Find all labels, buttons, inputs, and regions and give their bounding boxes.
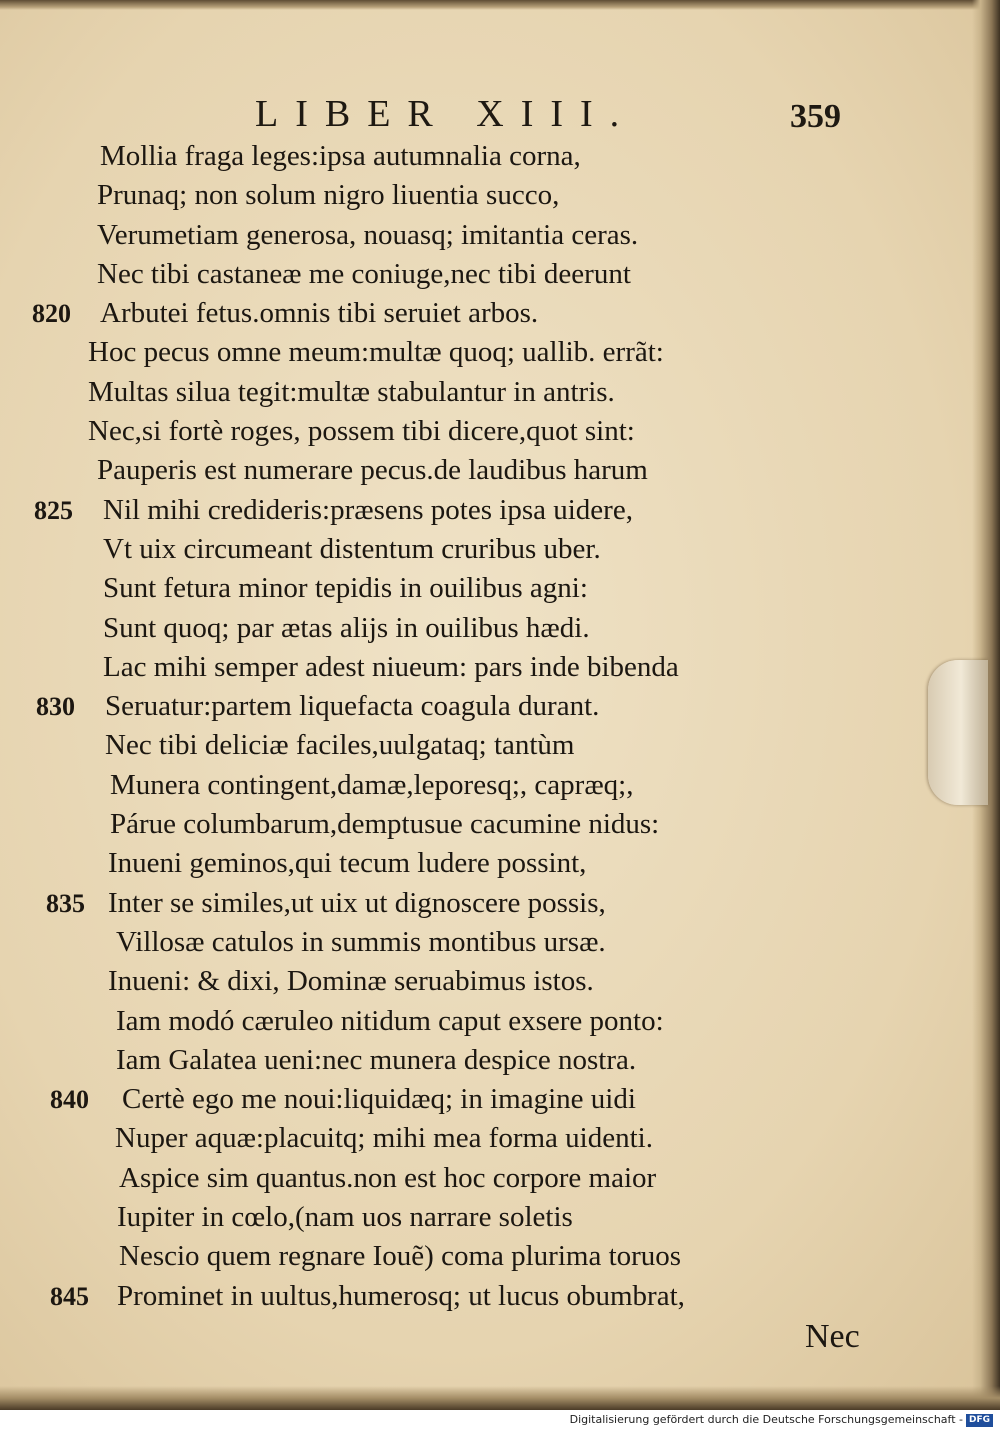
verse-text: Aspice sim quantus.non est hoc corpore maior [119, 1161, 657, 1194]
verse-text: Mollia fraga leges:ipsa autumnalia corna, [100, 140, 581, 172]
verse-text: Villosæ catulos in summis montibus ursæ. [116, 925, 606, 958]
verse-line [0, 687, 1000, 726]
credit-text: Digitalisierung gefördert durch die Deutsche Forschungsgemeinschaft - [569, 1413, 963, 1426]
verse-line [0, 923, 1000, 962]
verse-block [0, 137, 1000, 1316]
verse-line [0, 1119, 1000, 1158]
verse-text: Iam Galatea ueni:nec munera despice nostra. [116, 1043, 637, 1076]
line-number: 825 [34, 495, 73, 525]
verse-text: Vt uix circumeant distentum cruribus uber. [103, 532, 601, 565]
verse-text: Párue columbarum,demptusue cacumine nidus: [110, 808, 660, 841]
line-number: 840 [50, 1085, 89, 1115]
dfg-logo: DFG [966, 1414, 993, 1427]
verse-text: Inueni: & dixi, Dominæ seruabimus istos. [108, 965, 594, 998]
verse-text: Nec,si fortè roges, possem tibi dicere,quot sint: [88, 415, 635, 448]
verse-line [0, 1159, 1000, 1198]
verse-text: Seruatur:partem liquefacta coagula durant. [105, 690, 600, 723]
verse-line [0, 726, 1000, 765]
verse-text: Nil mihi credideris:præsens potes ipsa uidere, [103, 493, 633, 526]
verse-line [0, 451, 1000, 490]
verse-text: Iam modó cæruleo nitidum caput exsere ponto: [116, 1004, 664, 1037]
running-head: LIBER XIII. [255, 93, 637, 135]
verse-line [0, 844, 1000, 883]
verse-line [0, 1002, 1000, 1041]
verse-line [0, 216, 1000, 255]
verse-line [0, 805, 1000, 844]
verse-line [0, 962, 1000, 1001]
verse-line [0, 491, 1000, 530]
verse-text: Hoc pecus omne meum:multæ quoq; uallib. errãt: [88, 336, 664, 369]
verse-text: Munera contingent,damæ,leporesq;, capræq;, [110, 768, 634, 801]
line-number: 835 [46, 888, 85, 918]
verse-line [0, 1277, 1000, 1316]
verse-line [0, 373, 1000, 412]
verse-line [0, 412, 1000, 451]
verse-line [0, 569, 1000, 608]
verse-text: Prominet in uultus,humerosq; ut lucus obumbrat, [117, 1279, 685, 1312]
verse-text: Certè ego me noui:liquidæq; in imagine uidi [122, 1083, 636, 1116]
verse-line [0, 176, 1000, 215]
verse-line [0, 1080, 1000, 1119]
verse-text: Lac mihi semper adest niueum: pars inde bibenda [103, 650, 679, 683]
line-number: 830 [36, 692, 75, 722]
verse-text: Pauperis est numerare pecus.de laudibus harum [97, 454, 648, 487]
verse-line [0, 1198, 1000, 1237]
verse-text: Sunt fetura minor tepidis in ouilibus agni: [103, 572, 588, 605]
line-number: 820 [32, 299, 71, 329]
verse-line [0, 884, 1000, 923]
verse-text: Nec tibi castaneæ me coniuge,nec tibi deerunt [97, 257, 631, 290]
verse-line [0, 609, 1000, 648]
verse-text: Nuper aquæ:placuitq; mihi mea forma uidenti. [115, 1122, 653, 1155]
digitization-credit [0, 1412, 993, 1428]
page-bottom-edge [0, 1386, 1000, 1410]
catchword: Nec [805, 1318, 860, 1355]
verse-text: Verumetiam generosa, nouasq; imitantia ceras. [97, 218, 639, 251]
verse-text: Nec tibi deliciæ faciles,uulgataq; tantùm [105, 729, 575, 762]
verse-line [0, 1041, 1000, 1080]
verse-line [0, 294, 1000, 333]
verse-line [0, 766, 1000, 805]
verse-text: Sunt quoq; par ætas alijs in ouilibus hædi. [103, 611, 590, 644]
verse-text: Inter se similes,ut uix ut dignoscere possis, [108, 886, 606, 919]
verse-text: Arbutei fetus.omnis tibi seruiet arbos. [100, 297, 539, 330]
verse-line [0, 137, 1000, 176]
verse-text: Inueni geminos,qui tecum ludere possint, [108, 847, 587, 880]
page-number: 359 [790, 98, 841, 135]
verse-text: Iupiter in cœlo,(nam uos narrare soletis [117, 1201, 573, 1234]
page-top-edge [0, 0, 1000, 10]
verse-line [0, 648, 1000, 687]
verse-line [0, 333, 1000, 372]
verse-text: Prunaq; non solum nigro liuentia succo, [97, 179, 560, 212]
verse-text: Nescio quem regnare Iouẽ) coma plurima toruos [119, 1240, 682, 1273]
verse-line [0, 530, 1000, 569]
verse-text: Multas silua tegit:multæ stabulantur in antris. [88, 375, 615, 408]
verse-line [0, 1237, 1000, 1276]
verse-line [0, 255, 1000, 294]
line-number: 845 [50, 1281, 89, 1311]
